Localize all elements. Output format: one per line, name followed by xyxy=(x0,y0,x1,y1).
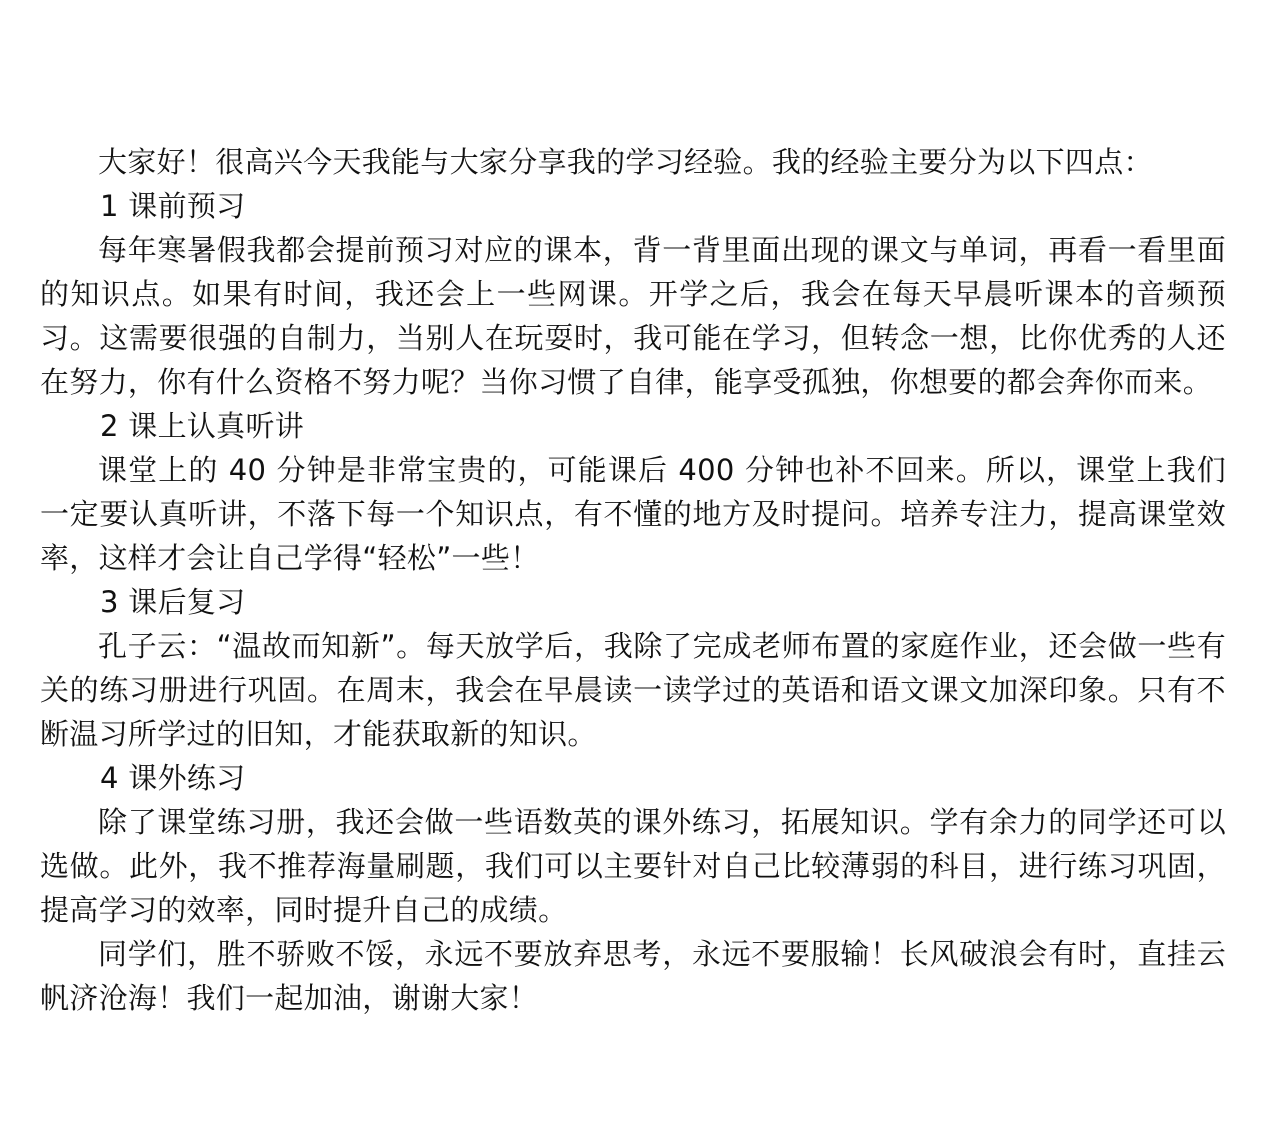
section-heading-listen: 2 课上认真听讲 xyxy=(100,409,305,443)
section-heading-preview: 1 课前预习 xyxy=(100,189,246,223)
section-heading-review: 3 课后复习 xyxy=(100,585,246,619)
section-body-practice: 除了课堂练习册，我还会做一些语数英的课外练习，拓展知识。学有余力的同学还可以选做。此外，我不推荐海量刷题，我们可以主要针对自己比较薄弱的科目，进行练习巩固，提高学习的效率，同时提升自己的成绩。 xyxy=(40,805,1226,927)
section-body-review: 孔子云：“温故而知新”。每天放学后，我除了完成老师布置的家庭作业，还会做一些有关的练习册进行巩固。在周末，我会在早晨读一读学过的英语和语文课文加深印象。只有不断温习所学过的旧知，才能获取新的知识。 xyxy=(40,629,1226,751)
section-heading-practice: 4 课外练习 xyxy=(100,761,246,795)
closing-paragraph: 同学们，胜不骄败不馁，永远不要放弃思考，永远不要服输！长风破浪会有时，直挂云帆济沧海！我们一起加油，谢谢大家！ xyxy=(40,937,1226,1015)
section-body-listen: 课堂上的 40 分钟是非常宝贵的，可能课后 400 分钟也补不回来。所以，课堂上我们一定要认真听讲，不落下每一个知识点，有不懂的地方及时提问。培养专注力，提高课堂效率，这样才会让自己学得“轻松”一些！ xyxy=(40,453,1226,575)
section-body-preview: 每年寒暑假我都会提前预习对应的课本，背一背里面出现的课文与单词，再看一看里面的知识点。如果有时间，我还会上一些网课。开学之后，我会在每天早晨听课本的音频预习。这需要很强的自制力，当别人在玩耍时，我可能在学习，但转念一想，比你优秀的人还在努力，你有什么资格不努力呢？当你习惯了自律，能享受孤独，你想要的都会奔你而来。 xyxy=(40,233,1226,399)
document-body xyxy=(40,140,1226,1020)
intro-paragraph: 大家好！很高兴今天我能与大家分享我的学习经验。我的经验主要分为以下四点： xyxy=(98,145,1153,179)
